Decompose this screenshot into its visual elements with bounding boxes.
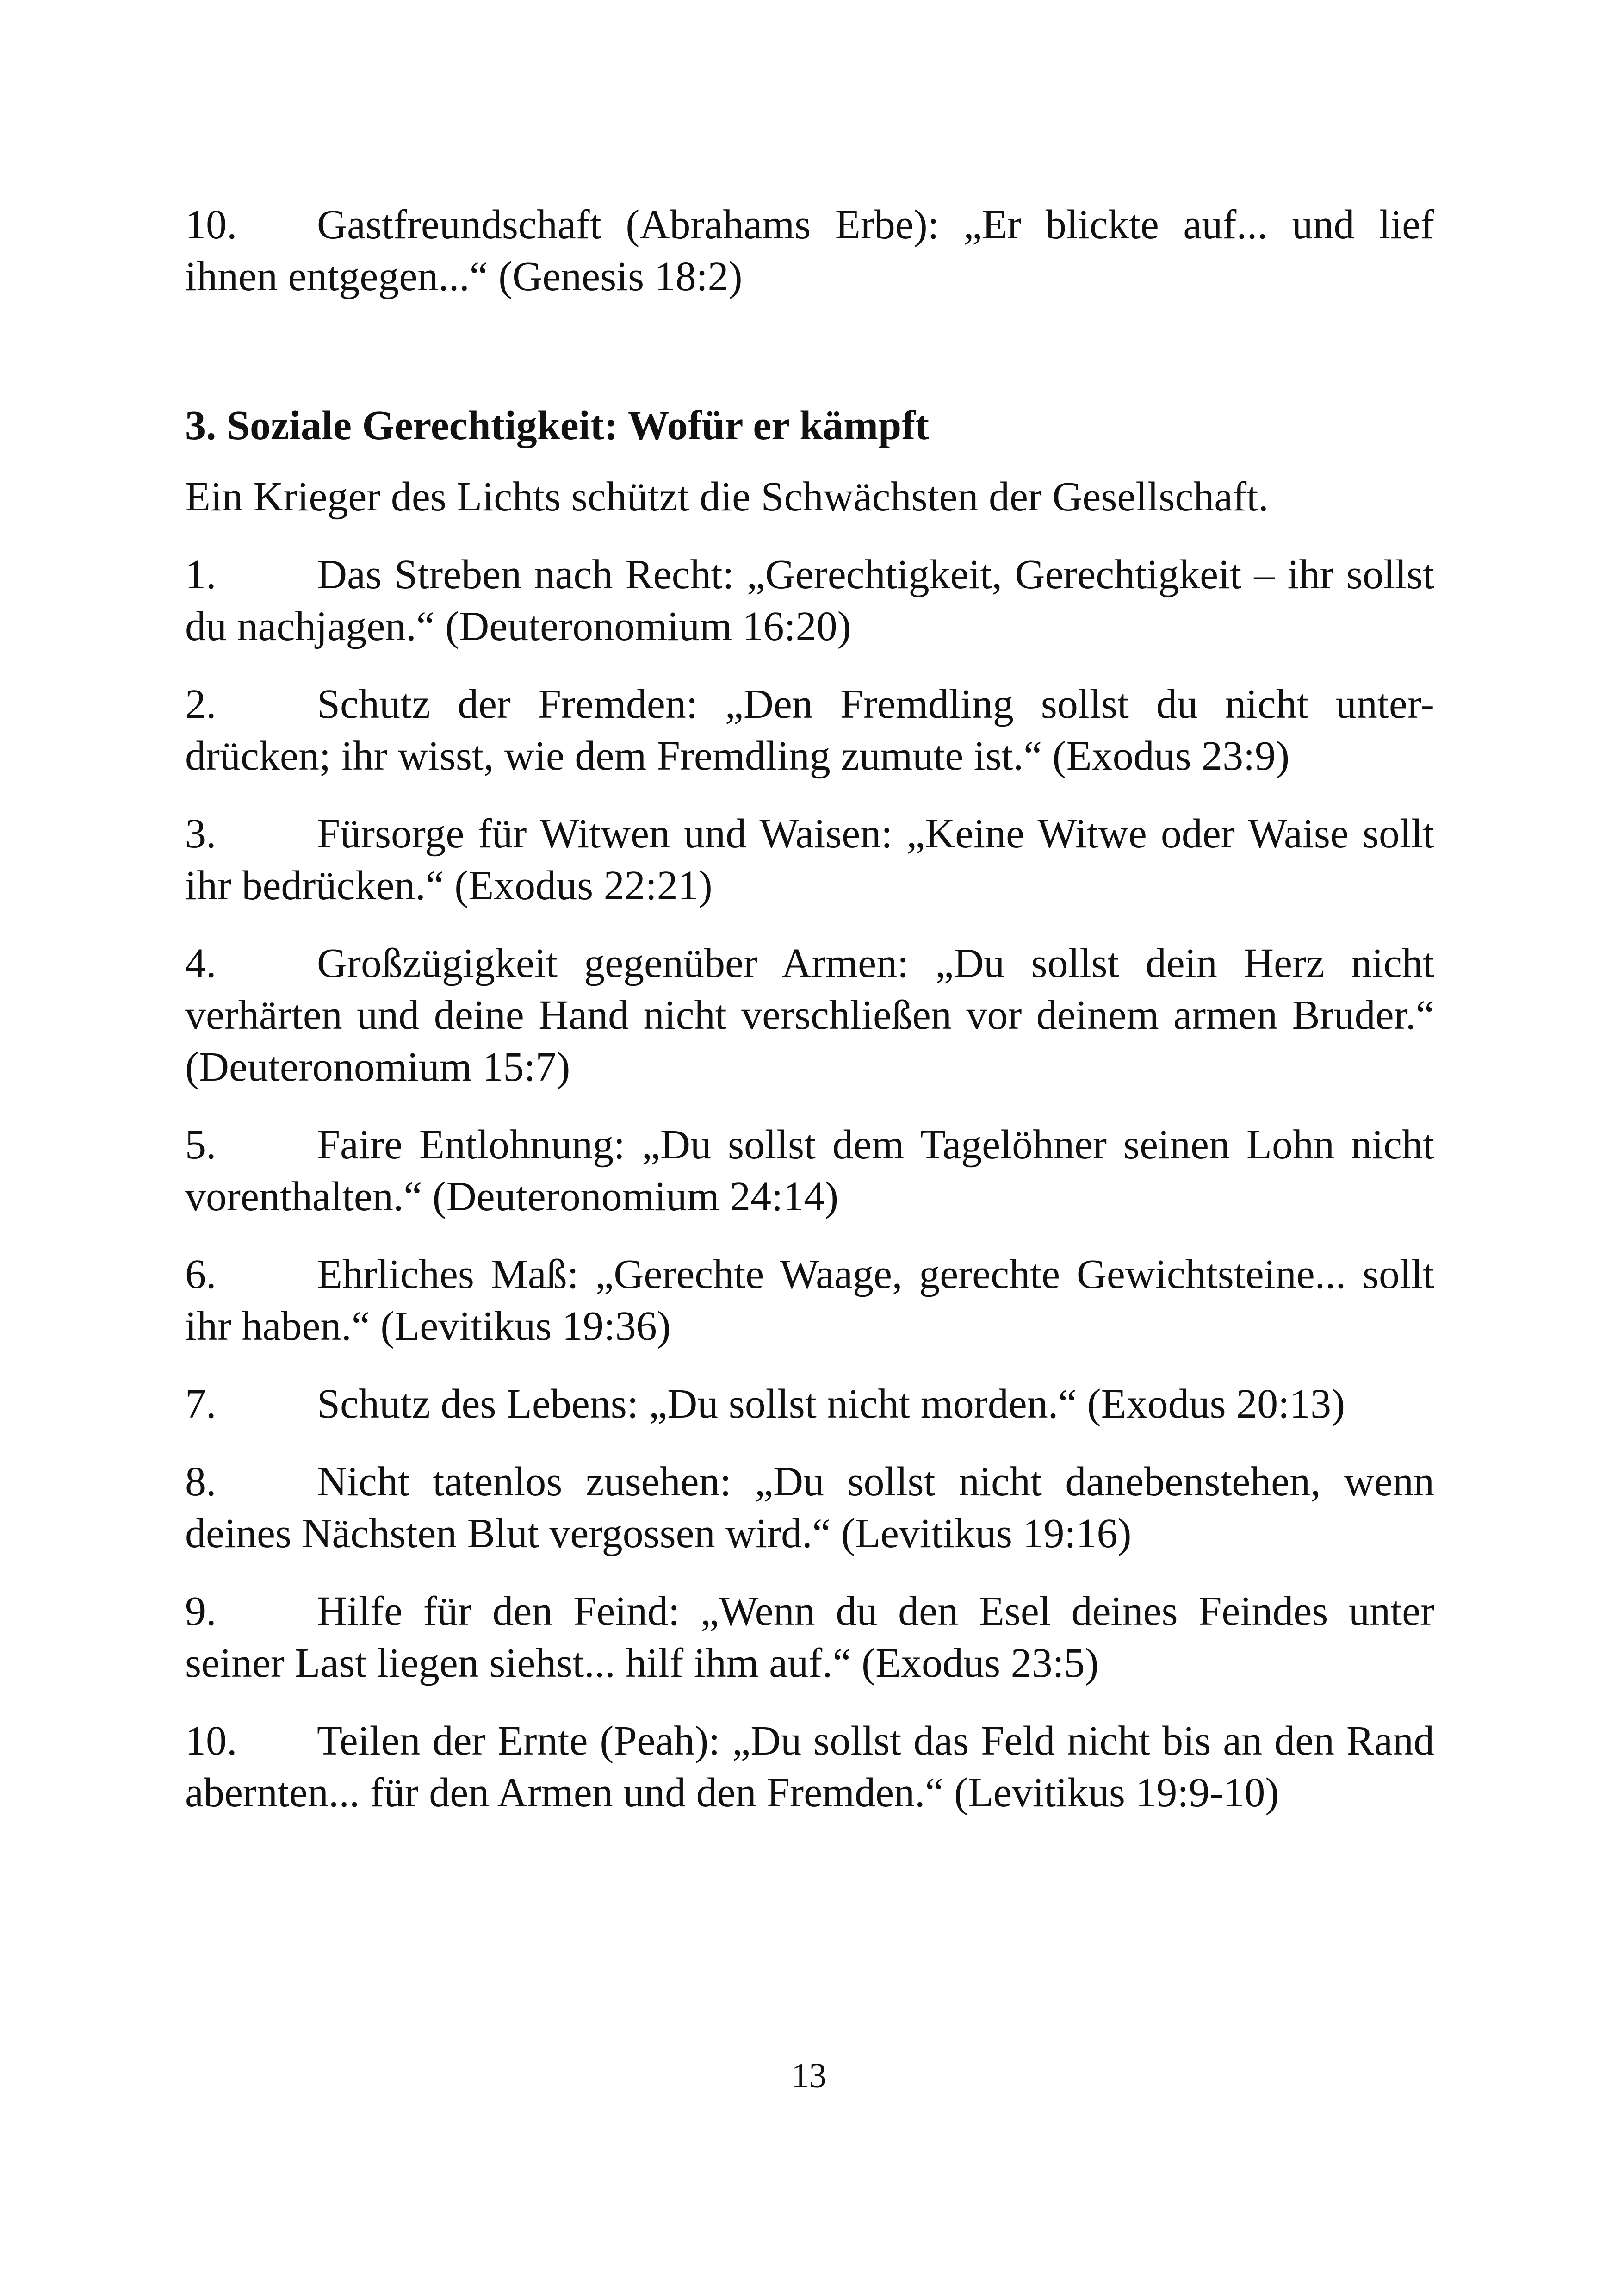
list-item: [185, 678, 1434, 782]
list-item: [185, 938, 1434, 1093]
list-item: [185, 1249, 1434, 1352]
item-text: Faire Entlohnung: „Du sollst dem Tagelöhner seinen Lohn nicht vorenthalten.“ (Deuteronomium 24:14): [185, 1122, 1434, 1220]
list-item: [185, 808, 1434, 912]
item-number: 10.: [185, 1718, 237, 1764]
page-content: [185, 199, 1434, 1845]
item-number: 1.: [185, 552, 217, 597]
item-text: Hilfe für den Feind: „Wenn du den Esel deines Feindes unter seiner Last liegen siehst... hilf ihm auf.“ (Exodus 23:5): [185, 1588, 1434, 1686]
list-item: [185, 1119, 1434, 1223]
item-number: 9.: [185, 1588, 217, 1634]
section-heading: 3. Soziale Gerechtigkeit: Wofür er kämpft: [185, 403, 930, 448]
item-number: 8.: [185, 1459, 217, 1505]
item-number: 7.: [185, 1381, 217, 1427]
item-text: Ehrliches Maß: „Gerechte Waage, gerechte Gewichtsteine... sollt ihr haben.“ (Levitikus 19:36): [185, 1251, 1434, 1349]
item-number: 4.: [185, 940, 217, 986]
item-text: Das Streben nach Recht: „Gerechtigkeit, Gerechtigkeit – ihr sollst du nachjagen.“ (Deuteronomium 16:20): [185, 552, 1434, 649]
item-number: 2.: [185, 681, 217, 727]
item-number: 3.: [185, 811, 217, 857]
list-item: [185, 1456, 1434, 1560]
list-item: [185, 1586, 1434, 1689]
list-item: [185, 549, 1434, 653]
item-number: 6.: [185, 1251, 217, 1297]
item-text: Fürsorge für Witwen und Waisen: „Keine Witwe oder Waise sollt ihr bedrücken.“ (Exodus 22:21): [185, 811, 1434, 908]
item-number: 5.: [185, 1122, 217, 1168]
section-intro: Ein Krieger des Lichts schützt die Schwächsten der Gesellschaft.: [185, 474, 1269, 520]
list-item: [185, 199, 1434, 303]
item-text: Großzügigkeit gegenüber Armen: „Du sollst dein Herz nicht verhärten und deine Hand nicht verschließen vor deinem armen Bruder.“ (Deuteronomium 15:7): [185, 940, 1434, 1090]
item-text: Gastfreundschaft (Abrahams Erbe): „Er blickte auf... und lief ihnen entgegen...“ (Genesis 18:2): [185, 202, 1434, 299]
list-item: [185, 1715, 1434, 1819]
item-text: Schutz der Fremden: „Den Fremdling sollst du nicht unter-drücken; ihr wisst, wie dem Fremdling zumute ist.“ (Exodus 23:9): [185, 681, 1434, 779]
item-text: Teilen der Ernte (Peah): „Du sollst das Feld nicht bis an den Rand abernten... für den Armen und den Fremden.“ (Levitikus 19:9-10): [185, 1718, 1434, 1816]
item-text: Schutz des Lebens: „Du sollst nicht morden.“ (Exodus 20:13): [317, 1381, 1345, 1427]
item-number: 10.: [185, 202, 237, 248]
item-text: Nicht tatenlos zusehen: „Du sollst nicht danebenstehen, wenn deines Nächsten Blut vergossen wird.“ (Levitikus 19:16): [185, 1459, 1434, 1556]
list-item: [185, 1378, 1434, 1430]
page-number: 13: [791, 2056, 827, 2095]
